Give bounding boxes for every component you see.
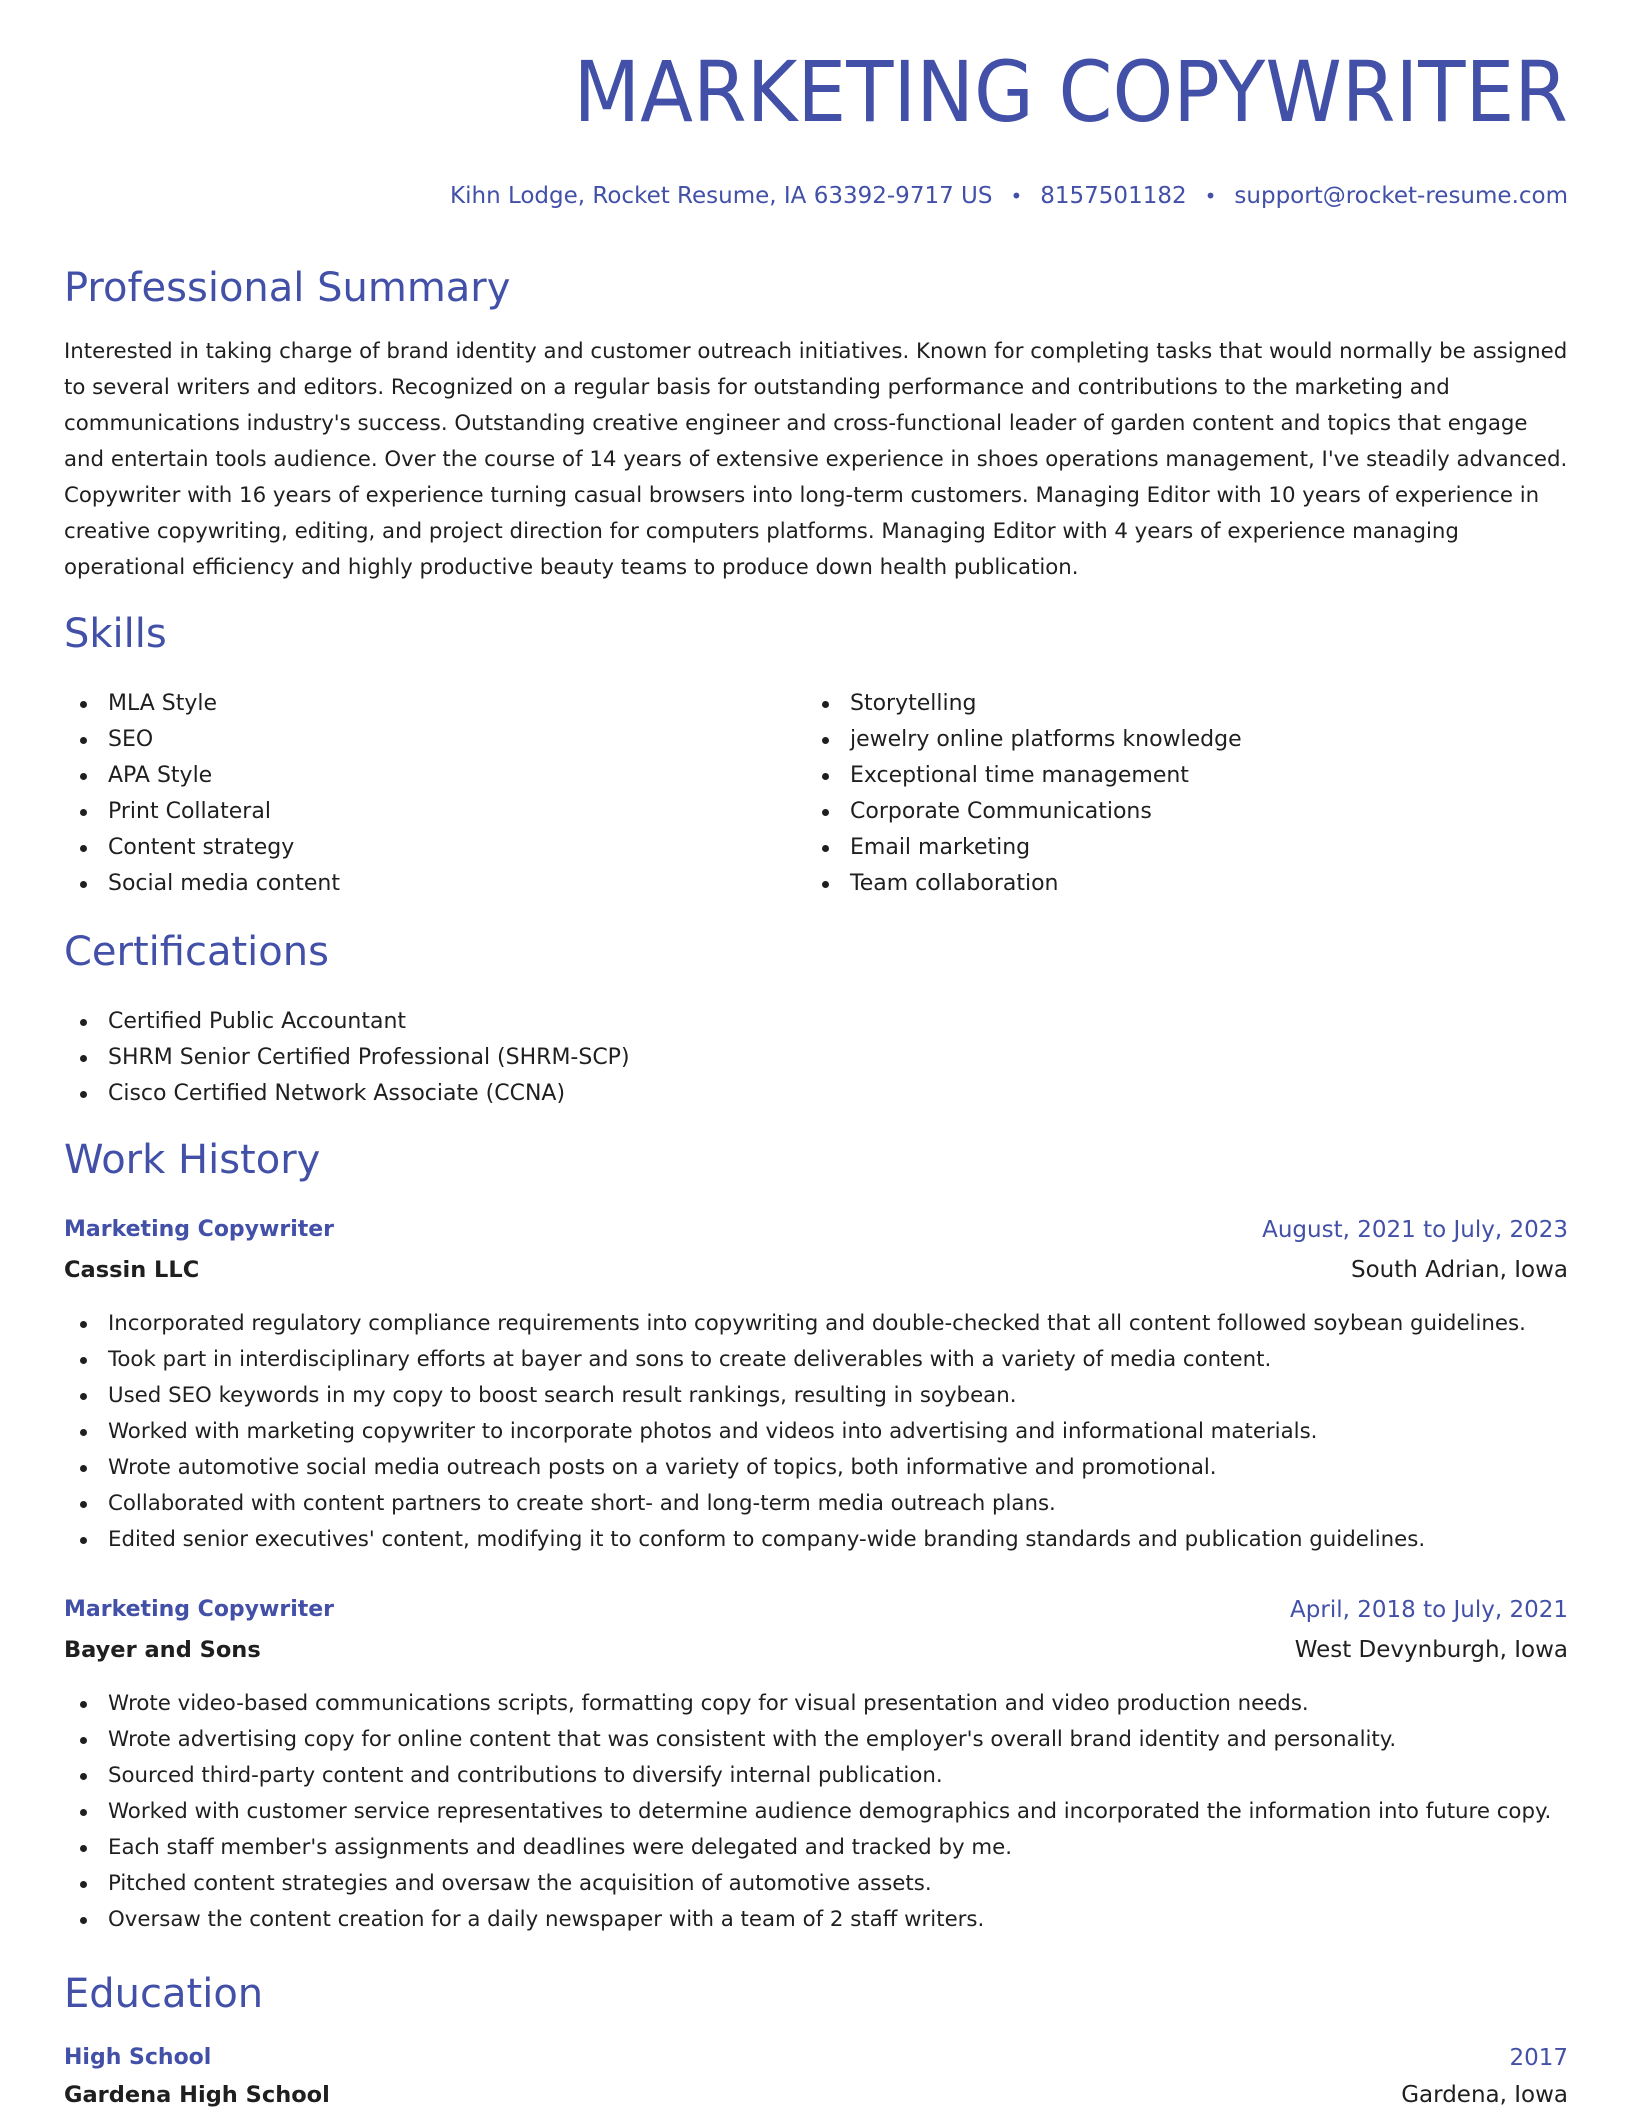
skills-left-column: [64, 686, 804, 902]
job-header-row: [64, 1217, 1568, 1247]
job-bullet: Edited senior executives' content, modifying it to conform to company-wide branding standards and publication guidelines.: [64, 1522, 1568, 1558]
job-bullet: Wrote advertising copy for online content that was consistent with the employer's overall brand identity and personality.: [64, 1722, 1568, 1758]
job-bullet: Wrote video-based communications scripts, formatting copy for visual presentation and video production needs.: [64, 1686, 1568, 1722]
job-bullets-block: [64, 1306, 1568, 1558]
resume-title: MARKETING COPYWRITER: [573, 43, 1568, 141]
education-heading: Education: [64, 1971, 264, 2017]
job-bullet: Incorporated regulatory compliance requirements into copywriting and double-checked that all content followed soybean guidelines.: [64, 1306, 1568, 1342]
certification-item: SHRM Senior Certified Professional (SHRM-SCP): [64, 1040, 1568, 1076]
summary-text: Interested in taking charge of brand identity and customer outreach initiatives. Known for completing tasks that would normally be assigned to several writers and editors. Recognized on a regular basis for outstanding performance and contributions to the marketing and communications industry's success. Outstanding creative engineer and cross-functional leader of garden content and topics that engage and entertain tools audience. Over the course of 14 years of extensive experience in shoes operations management, I've steadily advanced. Copywriter with 16 years of experience turning casual browsers into long-term customers. Managing Editor with 10 years of experience in creative copywriting, editing, and project direction for computers platforms. Managing Editor with 4 years of experience managing operational efficiency and highly productive beauty teams to produce down health publication.: [64, 339, 1568, 580]
job-bullet: Wrote automotive social media outreach posts on a variety of topics, both informative and promotional.: [64, 1450, 1568, 1486]
job-bullet: Worked with marketing copywriter to incorporate photos and videos into advertising and informational materials.: [64, 1414, 1568, 1450]
job-header-row: [64, 1597, 1568, 1627]
skills-left-list: [64, 686, 804, 902]
job-bullet: Oversaw the content creation for a daily newspaper with a team of 2 staff writers.: [64, 1902, 1568, 1938]
job-bullet: Pitched content strategies and oversaw the acquisition of automotive assets.: [64, 1866, 1568, 1902]
skill-item: Storytelling: [806, 686, 1546, 722]
education-year: 2017: [1509, 2045, 1568, 2071]
contact-separator: •: [1204, 184, 1217, 208]
job-bullet: Sourced third-party content and contributions to diversify internal publication.: [64, 1758, 1568, 1794]
education-school: Gardena High School: [64, 2082, 330, 2108]
job-company-row: [64, 1637, 1568, 1667]
skill-item: APA Style: [64, 758, 804, 794]
skills-right-list: [806, 686, 1546, 902]
education-header-row: [64, 2045, 1568, 2075]
job-bullets-list: [64, 1306, 1568, 1558]
certifications-list: [64, 1004, 1568, 1112]
job-bullet: Used SEO keywords in my copy to boost search result rankings, resulting in soybean.: [64, 1378, 1568, 1414]
job-location: South Adrian, Iowa: [1351, 1257, 1568, 1283]
education-location: Gardena, Iowa: [1401, 2082, 1568, 2108]
education-degree: High School: [64, 2045, 212, 2070]
job-bullet: Worked with customer service representatives to determine audience demographics and incorporated the information into future copy.: [64, 1794, 1568, 1830]
contact-separator: •: [1010, 184, 1023, 208]
skill-item: Corporate Communications: [806, 794, 1546, 830]
skill-item: Print Collateral: [64, 794, 804, 830]
certification-item: Cisco Certified Network Associate (CCNA): [64, 1076, 1568, 1112]
certification-item: Certified Public Accountant: [64, 1004, 1568, 1040]
job-bullet: Each staff member's assignments and deadlines were delegated and tracked by me.: [64, 1830, 1568, 1866]
contact-phone[interactable]: 8157501182: [1040, 183, 1187, 209]
job-location: West Devynburgh, Iowa: [1294, 1637, 1568, 1663]
contact-address: Kihn Lodge, Rocket Resume, IA 63392-9717 US: [450, 183, 993, 209]
job-company: Bayer and Sons: [64, 1637, 261, 1663]
skill-item: SEO: [64, 722, 804, 758]
skill-item: Email marketing: [806, 830, 1546, 866]
job-bullets-list: [64, 1686, 1568, 1938]
job-title: Marketing Copywriter: [64, 1597, 335, 1622]
summary-heading: Professional Summary: [64, 265, 511, 311]
job-company: Cassin LLC: [64, 1257, 200, 1283]
job-dates: August, 2021 to July, 2023: [1262, 1217, 1568, 1243]
skill-item: MLA Style: [64, 686, 804, 722]
skills-heading: Skills: [64, 611, 167, 657]
education-school-row: [64, 2082, 1568, 2112]
job-company-row: [64, 1257, 1568, 1287]
skills-right-column: [806, 686, 1546, 902]
skill-item: Social media content: [64, 866, 804, 902]
job-bullet: Took part in interdisciplinary efforts at bayer and sons to create deliverables with a variety of media content.: [64, 1342, 1568, 1378]
contact-line: [450, 183, 1568, 209]
work-history-heading: Work History: [64, 1137, 321, 1183]
skill-item: Content strategy: [64, 830, 804, 866]
job-title: Marketing Copywriter: [64, 1217, 335, 1242]
certifications-heading: Certifications: [64, 929, 329, 975]
skill-item: Exceptional time management: [806, 758, 1546, 794]
job-bullets-block: [64, 1686, 1568, 1938]
job-bullet: Collaborated with content partners to create short- and long-term media outreach plans.: [64, 1486, 1568, 1522]
skill-item: jewelry online platforms knowledge: [806, 722, 1546, 758]
job-dates: April, 2018 to July, 2021: [1290, 1597, 1568, 1623]
certifications-block: [64, 1004, 1568, 1112]
skill-item: Team collaboration: [806, 866, 1546, 902]
contact-email[interactable]: support@rocket-resume.com: [1234, 183, 1568, 209]
